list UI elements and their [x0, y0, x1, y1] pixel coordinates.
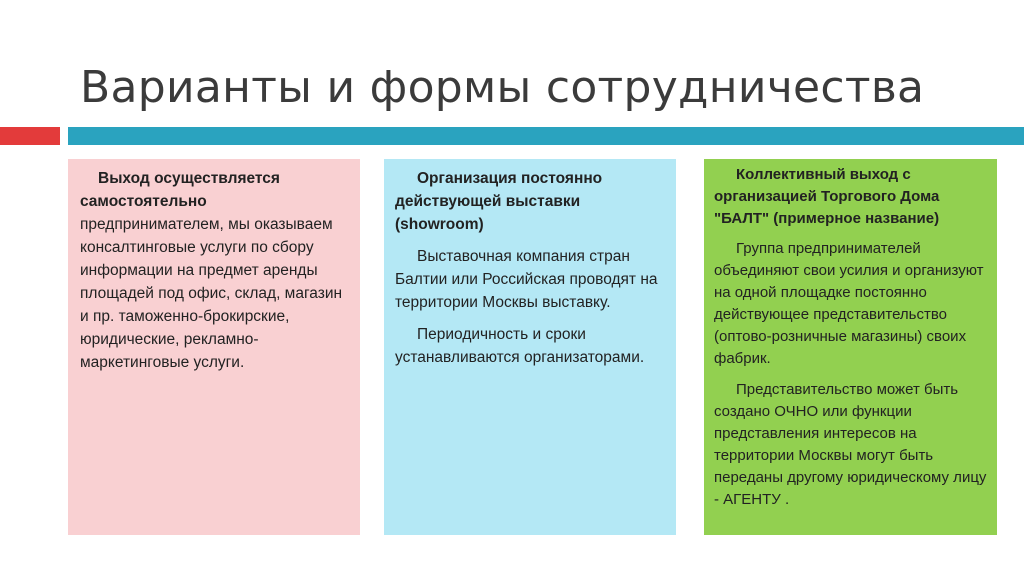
card-showroom — [384, 159, 676, 535]
card-paragraph: Группа предпринимателей объединяют свои усилия и организуют на одной площадке постоянно действующее представительство (оптово-розничные магазины) своих фабрик. — [714, 240, 984, 367]
card-heading: Коллективный выход с организацией Торгового Дома "БАЛТ" (примерное название) — [714, 166, 940, 227]
slide-title: Варианты и формы сотрудничества — [80, 62, 925, 113]
card-trade-house — [704, 159, 997, 535]
card-self-entry — [68, 159, 360, 535]
card-paragraph: Выставочная компания стран Балтии или Российская проводят на территории Москвы выставку. — [395, 248, 658, 311]
accent-bar-blue — [68, 127, 1024, 145]
card-heading: Выход осуществляется самостоятельно — [80, 170, 280, 210]
card-heading: Организация постоянно действующей выставки (showroom) — [395, 170, 603, 233]
card-paragraph: предпринимателем, мы оказываем консалтинговые услуги по сбору информации на предмет аренды площадей под офис, склад, магазин и пр. таможенно-брокирские, юридические, рекламно-маркетинговые услуги. — [80, 216, 343, 371]
accent-bar-red — [0, 127, 60, 145]
card-paragraph: Периодичность и сроки устанавливаются организаторами. — [395, 326, 645, 366]
card-paragraph: Представительство может быть создано ОЧНО или функции представления интересов на территории Москвы могут быть переданы другому юридическому лицу - АГЕНТУ . — [714, 381, 987, 508]
